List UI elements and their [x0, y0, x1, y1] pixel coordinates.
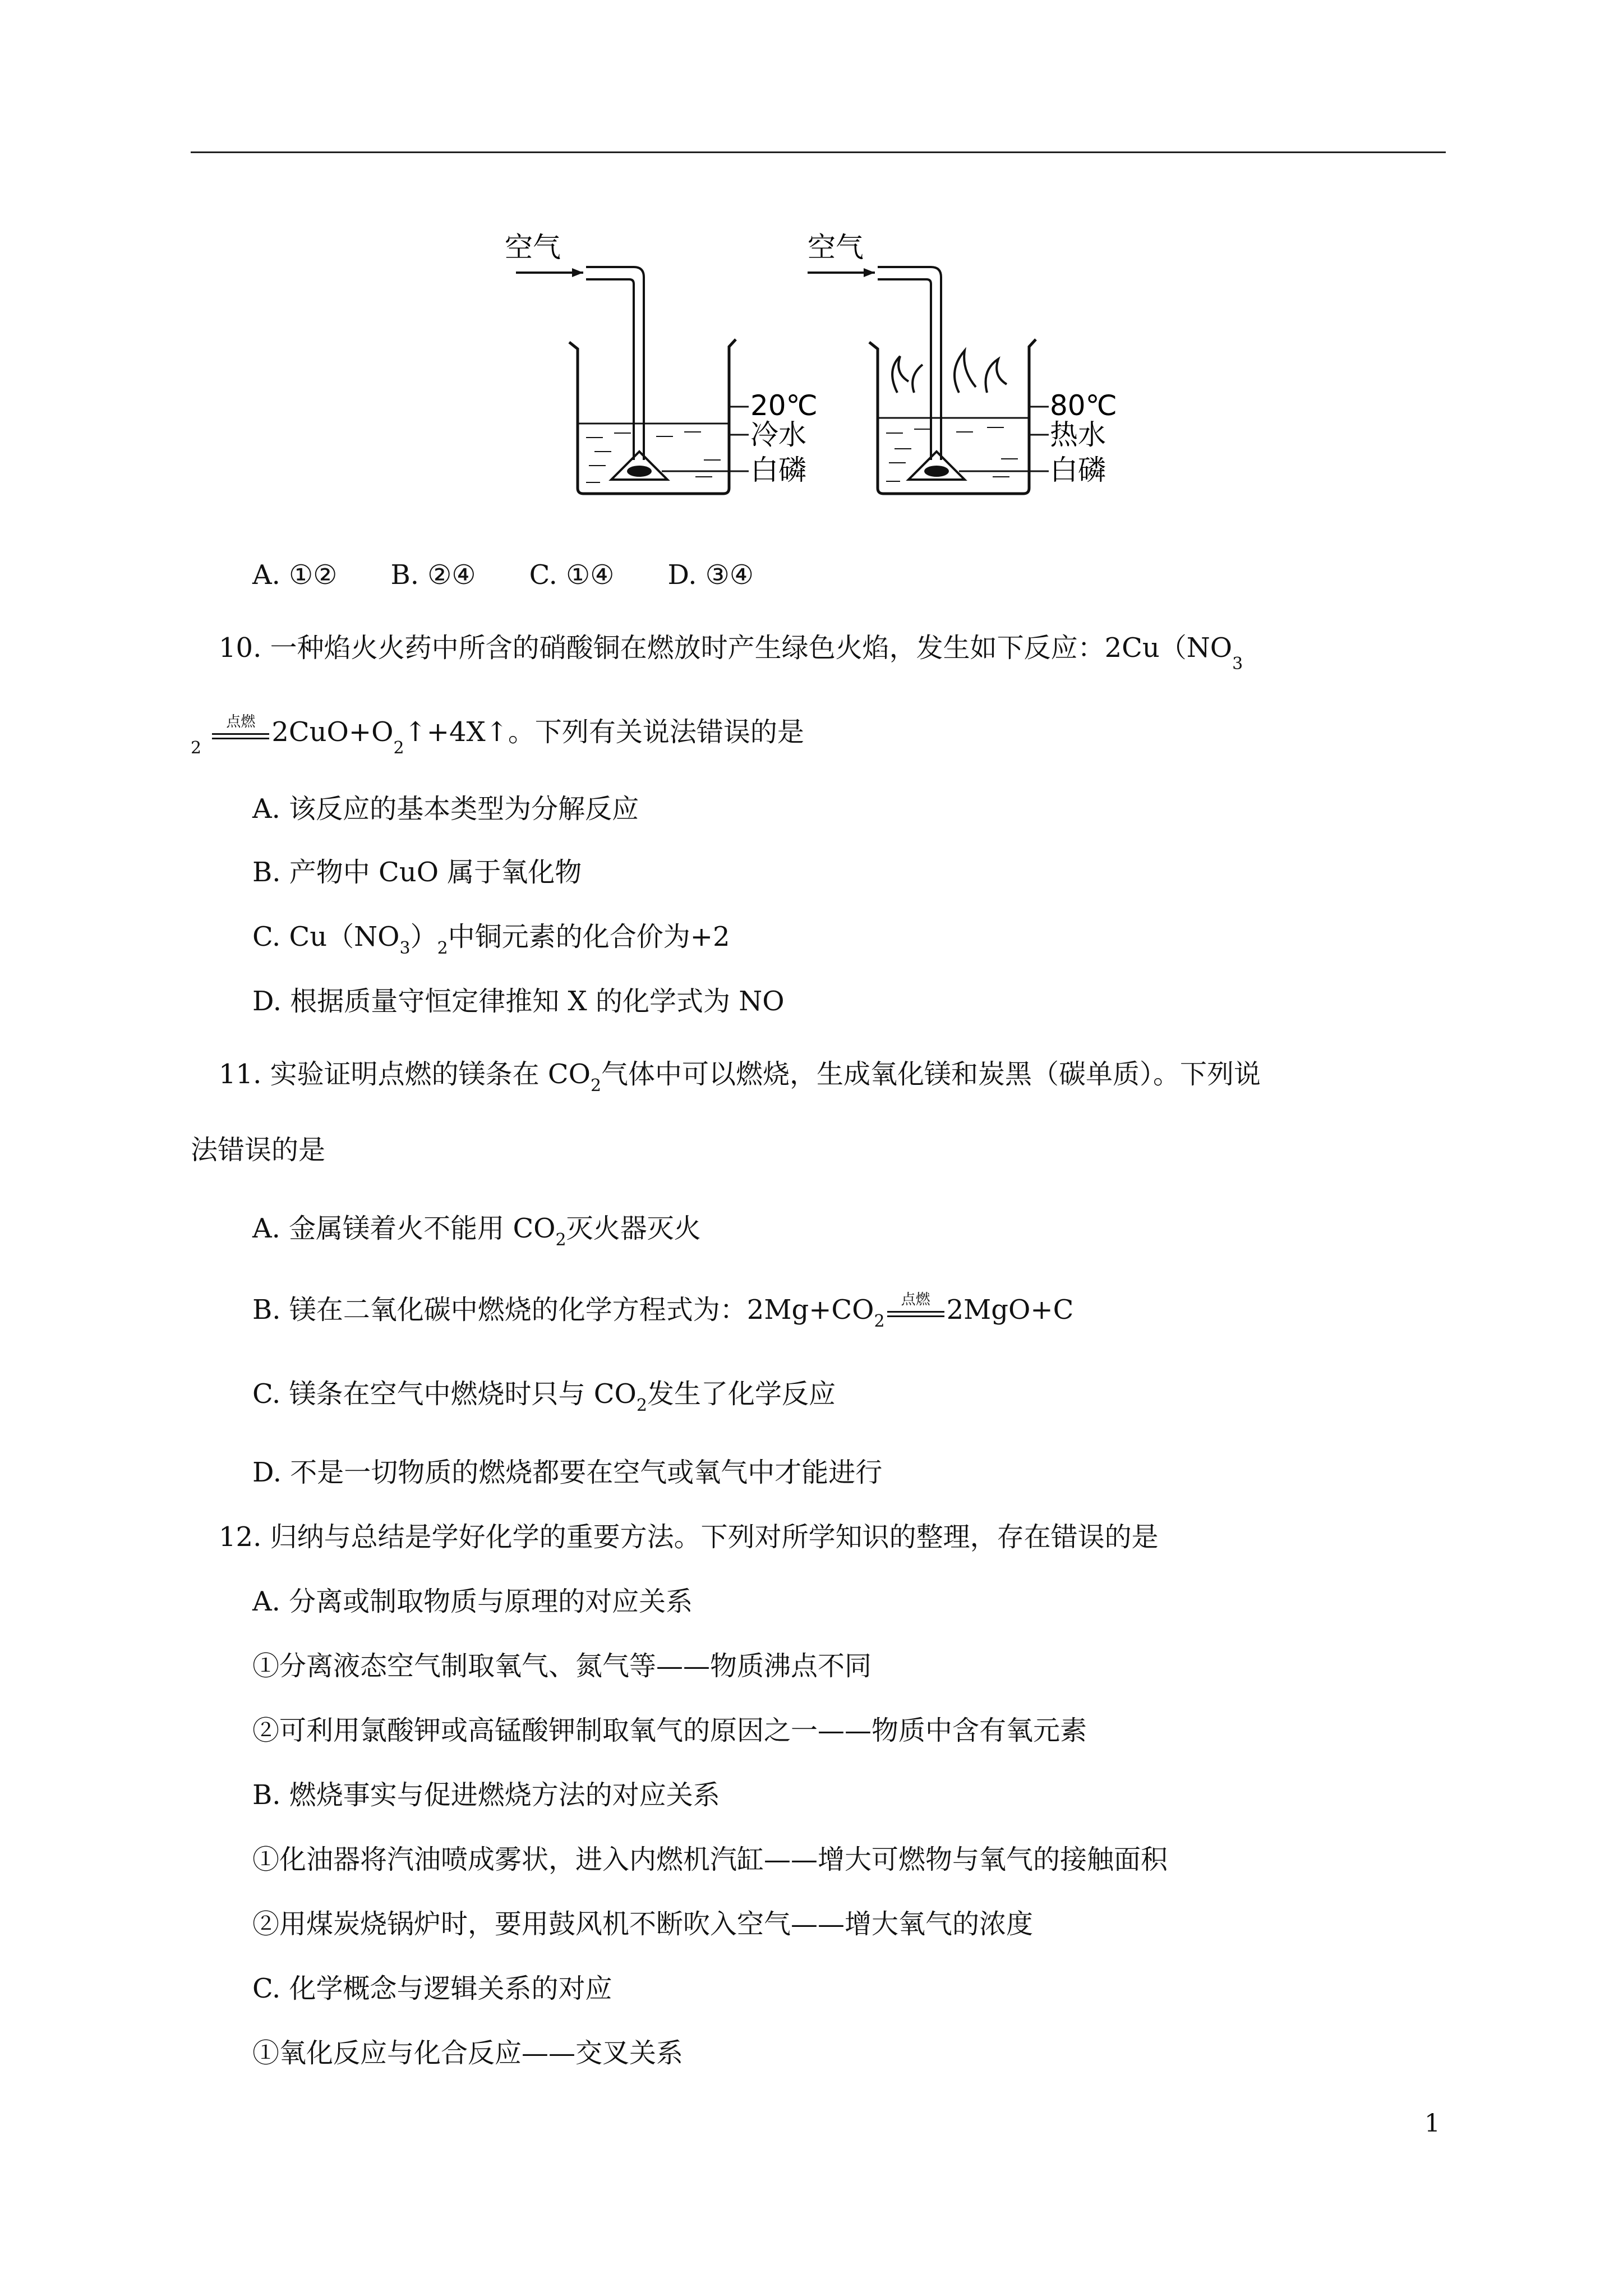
left-water-label: 冷水	[750, 418, 806, 451]
q11-b-text: B. 镁在二氧化碳中燃烧的化学方程式为：2Mg+CO	[252, 1294, 874, 1326]
q11-a-sub: 2	[555, 1230, 566, 1250]
q12-option-c: C. 化学概念与逻辑关系的对应	[252, 1973, 612, 2004]
q10-c-text: C. Cu（NO	[252, 921, 400, 953]
q10-product-text: 2CuO+O	[271, 716, 394, 748]
q10-option-b: B. 产物中 CuO 属于氧化物	[252, 857, 582, 888]
q10-c-tail: 中铜元素的化合价为+2	[448, 921, 730, 953]
q11-stem-line1	[219, 1057, 1261, 1095]
q11-b-product: 2MgO+C	[946, 1294, 1074, 1326]
q10-c-sub2: 2	[437, 938, 448, 958]
q11-a-tail: 灭火器灭火	[566, 1213, 701, 1244]
q10-stem-line2	[191, 714, 804, 758]
q11-stem-line2: 法错误的是	[191, 1134, 326, 1166]
right-phosphorus-label: 白磷	[1050, 454, 1106, 486]
q10-option-d: D. 根据质量守恒定律推知 X 的化学式为 NO	[252, 986, 785, 1017]
q12-a-item2: ②可利用氯酸钾或高锰酸钾制取氧气的原因之一——物质中含有氧元素	[252, 1715, 1087, 1746]
q10-subscript-2: 2	[191, 738, 202, 758]
right-water-label: 热水	[1050, 418, 1106, 451]
q11-c-tail: 发生了化学反应	[647, 1378, 836, 1410]
beakers-diagram	[482, 224, 1144, 516]
q10-condition: 点燃	[226, 714, 256, 730]
q12-stem: 12. 归纳与总结是学好化学的重要方法。下列对所学知识的整理，存在错误的是	[219, 1521, 1159, 1553]
q9-option-a: A. ①②	[252, 559, 338, 591]
q9-option-d: D. ③④	[667, 559, 754, 591]
q11-stem-text: 11. 实验证明点燃的镁条在 CO	[219, 1059, 591, 1090]
q10-subscript: 3	[1232, 654, 1243, 674]
q12-a-item1: ①分离液态空气制取氧气、氮气等——物质沸点不同	[252, 1650, 872, 1682]
header-rule	[191, 151, 1446, 153]
q10-option-a: A. 该反应的基本类型为分解反应	[252, 793, 639, 825]
q10-equation-arrow	[210, 715, 271, 749]
left-air-label: 空气	[505, 231, 561, 264]
q12-b-item2: ②用煤炭烧锅炉时，要用鼓风机不断吹入空气——增大氧气的浓度	[252, 1908, 1034, 1940]
page-number: 1	[1424, 2109, 1440, 2138]
q10-stem-text: 10. 一种焰火火药中所含的硝酸铜在燃放时产生绿色火焰，发生如下反应：2Cu（NO	[219, 632, 1233, 664]
q11-c-text: C. 镁条在空气中燃烧时只与 CO	[252, 1378, 637, 1410]
q9-option-c: C. ①④	[529, 559, 615, 591]
q10-o2-subscript: 2	[393, 738, 404, 758]
q11-option-c	[252, 1377, 836, 1415]
q10-option-c	[252, 920, 730, 958]
q10-c-paren: ）	[410, 921, 437, 953]
q11-condition: 点燃	[901, 1291, 930, 1308]
q11-option-a	[252, 1212, 701, 1249]
q10-stem-line1	[219, 631, 1243, 674]
q10-question-text: ↑+4X↑。下列有关说法错误的是	[404, 716, 804, 748]
q12-option-a: A. 分离或制取物质与原理的对应关系	[252, 1586, 693, 1617]
left-temp-label: 20℃	[750, 389, 818, 422]
q12-b-item1: ①化油器将汽油喷成雾状，进入内燃机汽缸——增大可燃物与氧气的接触面积	[252, 1844, 1168, 1875]
q9-options	[252, 558, 754, 592]
q11-option-b	[252, 1293, 1073, 1331]
left-phosphorus-label: 白磷	[750, 454, 806, 486]
q12-option-b: B. 燃烧事实与促进燃烧方法的对应关系	[252, 1779, 720, 1811]
q11-b-sub: 2	[874, 1312, 885, 1331]
q11-co2-subscript: 2	[590, 1076, 602, 1096]
q11-a-text: A. 金属镁着火不能用 CO	[252, 1213, 556, 1244]
q11-c-sub: 2	[636, 1396, 647, 1415]
q9-option-b: B. ②④	[390, 559, 476, 591]
q11-equation-arrow	[885, 1293, 947, 1327]
q11-option-d: D. 不是一切物质的燃烧都要在空气或氧气中才能进行	[252, 1457, 883, 1488]
right-air-label: 空气	[808, 231, 864, 264]
experiment-figure	[482, 224, 1144, 516]
q12-c-item1: ①氧化反应与化合反应——交叉关系	[252, 2037, 684, 2069]
right-temp-label: 80℃	[1050, 389, 1117, 422]
q11-stem-tail: 气体中可以燃烧，生成氧化镁和炭黑（碳单质）。下列说	[601, 1059, 1261, 1090]
q10-c-sub3: 3	[399, 938, 411, 958]
